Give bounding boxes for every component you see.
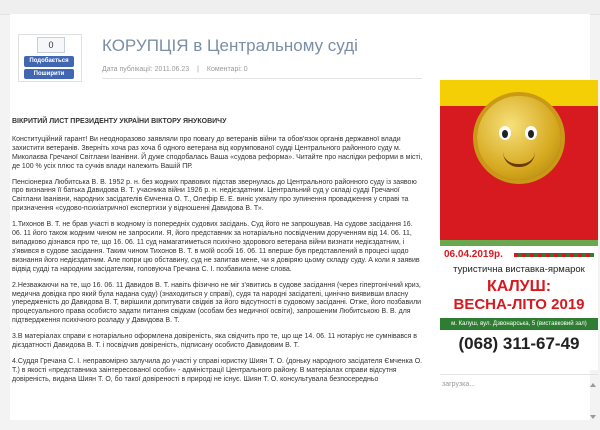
loading-text: загрузка... (442, 381, 476, 388)
facebook-like-box (18, 34, 82, 82)
ad-subtitle: туристична виставка-ярмарок (453, 264, 585, 275)
sidebar-ad-banner[interactable] (440, 80, 598, 370)
article-heading: ВІКРИТИЙ ЛИСТ ПРЕЗИДЕНТУ УКРАЇНИ ВІКТОРУ ЯНУКОВИЧУ (12, 118, 227, 125)
article-paragraph: 3.В матеріалах справи є нотаріально оформлена довіреність, яка свідчить про те, що ще 14. 06. 11 нотаріус не сумнівався в дієздатності Давидова В. Т. і посвідчив довіреність, підписану особисто Давидовим В. Т. (12, 333, 418, 350)
comments-count-link[interactable]: Коментарі: 0 (206, 66, 248, 73)
ad-green-stripe (440, 240, 598, 246)
coin-mascot-icon (477, 96, 561, 180)
ad-phone: (068) 311-67-49 (458, 334, 580, 353)
page-container (10, 14, 590, 420)
ad-date-row (440, 248, 598, 262)
article-meta (102, 62, 422, 79)
article-paragraph: 4.Суддя Гречана С. І. неправомірно залучила до участі у справі юристку Шиян Т. О. (доньку народного засідателя Ємченка О. Т.) в якості «представника заінтересованої особи» - адміністрації Центрального району. В матеріалах справи відсутня довіреність, видана Шиян Т. О, бо такої довіреності в природі не існує. Шиян Т. О. консультувала безпосередньо (12, 357, 423, 383)
scroll-down-icon[interactable] (590, 415, 596, 419)
article-paragraph: 1.Тихонов В. Т. не брав участі в жодному із попередніх судових засідань. Суд його не запрошував. На судове засідання 16. 06. 11 його також жодним чином не запросили. Я, його представник за нотаріально посвідченим дорученням від 14. 06. 11, випадково дізнався про те, що 16. 06. 11 суд намагатиметься психічно здорового ветерана війни визнати недієздатним, і з'явився в судове засідання. Таким чином Тихонов В. Т. в моїй особі 16. 06. 11 вперше був представлений в процесі щодо визнання його недієздатним. Але попри цю обставину, суд не запитав мене, чи я довіряю цьому складу суду. А коли я заявив відвід судді та народним засідателям, головуюча Гречана С. І. позбавила мене слова. (12, 221, 420, 273)
coin-pupil (528, 130, 534, 138)
article-paragraph: Конституційний гарант! Ви неодноразово заявляли про повагу до ветеранів війни та обов'язок органів державної влади захистити ветеранів. Зверніть хоча раз хоча б одного ветерана від корумпованої судді Центрального районного суду м. Миколаєва Гречаної Світлани Іванівни. Й дуже сподобалась Ваша «судова реформа». Читайте про наслідки реформи в місті, де 100 % усіх плюс та сучків влади належить Вашій ПР. (12, 135, 423, 170)
top-bar (0, 0, 600, 15)
coin-eye-right (525, 126, 537, 140)
ad-headline-2: ВЕСНА-ЛІТО 2019 (453, 296, 585, 313)
facebook-like-button[interactable]: Подобається (24, 56, 74, 67)
article-body (12, 118, 424, 392)
facebook-share-button[interactable]: Поширити (24, 69, 74, 79)
ad-address: м. Калуш, вул. Дзвонарська, 5 (виставковий зал) (440, 318, 598, 330)
news-scroller[interactable] (440, 374, 598, 430)
coin-eye-left (499, 126, 511, 140)
coin-pupil (502, 130, 508, 138)
article-title[interactable]: КОРУПЦІЯ в Центральному суді (102, 36, 358, 55)
scroll-up-icon[interactable] (590, 383, 596, 387)
publish-date: Дата публікації: 2011.06.23 (102, 66, 190, 73)
meta-divider: | (197, 66, 199, 73)
article-paragraph: Пенсіонерка Любитська В. В. 1952 р. н. без жодних правових підстав звернулась до Центрального районного суду із заявою про визнання її батька Давидова В. Т. учасника війни 1926 р. н. недієздатним. Центральний суд у складі судді Гречаної Світлани Іванівни, народних засідателів Ємченка О. Т., Олефір Е. Е. виніс ухвалу про зупинення провадження у справі та призначення «судово-психіатричної експертизи у відношенні Давидова В. Т». (12, 178, 417, 213)
like-count: 0 (37, 37, 65, 53)
article-paragraph: 2.Незважаючи на те, що 16. 06. 11 Давидов В. Т. навіть фізично не міг з'явитись в судове засідання (через гіпертонічний криз, медична довідка про який була надана суду) (знаходиться у справі), судя та народні засідателі, цинічно виявивши власну упередженість до Давидова В. Т, вирішили допитувати свідків за його відсутності в судовому засіданні. Отже, його позбавили процесуального права особисто задати питання свідкам (особам без медичної освіти), запрошеним Любитською В. В. для підтвердження психічного розладу у Давидова В. Т. (12, 281, 422, 325)
ad-headline: КАЛУШ: (486, 278, 552, 295)
coin-mouth (503, 152, 535, 167)
ad-date: 06.04.2019р. (444, 249, 503, 260)
ad-ornament-pattern (514, 253, 594, 257)
